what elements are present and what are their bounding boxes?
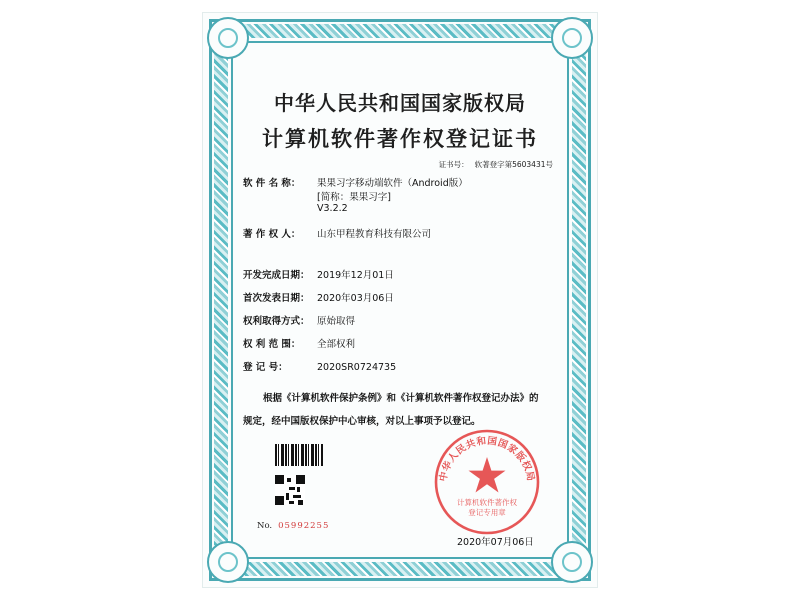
registration-number-label: 登 记 号： (243, 362, 288, 373)
serial-number (257, 521, 329, 531)
first-publish-date-label: 首次发表日期： (243, 293, 310, 304)
copyright-holder-row (243, 226, 431, 240)
software-name-label: 软 件 名 称： (243, 178, 301, 189)
certificate-number-label: 证书号： (438, 160, 469, 169)
svg-text:登记专用章: 登记专用章 (468, 508, 506, 517)
rights-scope-label: 权 利 范 围： (243, 339, 301, 350)
certificate-number (439, 159, 553, 170)
acquisition-method-label: 权利取得方式： (243, 316, 310, 327)
software-name-value: 果果习字移动端软件（Android版） (317, 178, 468, 189)
completion-date-row (243, 267, 394, 281)
acquisition-method-value: 原始取得 (317, 316, 356, 327)
first-publish-date-row (243, 290, 394, 304)
serial-prefix: No. (257, 521, 273, 531)
software-abbr: [简称：果果习字] (317, 192, 391, 203)
certificate-number-value: 软著登字第5603431号 (474, 160, 553, 169)
issue-date: 2020年07月06日 (457, 537, 534, 548)
copyright-holder-value: 山东甲程教育科技有限公司 (317, 229, 432, 240)
barcode (275, 444, 323, 466)
registration-number-value: 2020SR0724735 (317, 362, 397, 373)
completion-date-value: 2019年12月01日 (317, 270, 394, 281)
registration-number-row (243, 359, 396, 373)
official-seal-icon (432, 427, 542, 537)
certificate (203, 13, 597, 587)
statement-line-2: 规定，经中国版权保护中心审核，对以上事项予以登记。 (243, 416, 481, 427)
certificate-content (237, 47, 563, 553)
serial-value: 05992255 (278, 521, 330, 531)
copyright-holder-label: 著 作 权 人： (243, 229, 301, 240)
qr-code (275, 475, 305, 505)
first-publish-date-value: 2020年03月06日 (317, 293, 394, 304)
acquisition-method-row (243, 313, 355, 327)
issuer-heading: 中华人民共和国国家版权局 (274, 91, 526, 115)
svg-text:中华人民共和国国家版权局: 中华人民共和国国家版权局 (437, 435, 537, 483)
rights-scope-value: 全部权利 (317, 339, 356, 350)
statement-line-1: 根据《计算机软件保护条例》和《计算机软件著作权登记办法》的 (263, 393, 539, 404)
certificate-title: 计算机软件著作权登记证书 (262, 127, 538, 151)
rights-scope-row (243, 336, 355, 350)
software-name-row (243, 175, 468, 189)
svg-text:计算机软件著作权: 计算机软件著作权 (457, 498, 517, 507)
completion-date-label: 开发完成日期： (243, 270, 310, 281)
software-version: V3.2.2 (317, 203, 348, 214)
